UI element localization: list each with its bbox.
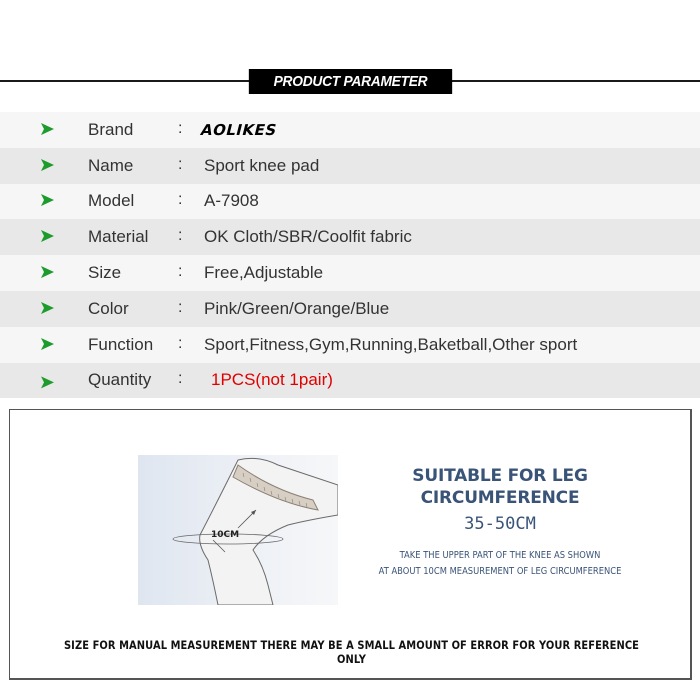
parameter-label: Name (88, 155, 134, 175)
parameter-label: Brand (88, 119, 134, 139)
brand-logo: AOLIKES (198, 120, 279, 139)
measurement-panel (9, 409, 692, 680)
green-arrow-icon (40, 159, 54, 171)
parameter-label: Quantity (88, 370, 152, 390)
quantity-value: 1PCS(not 1pair) (211, 370, 333, 390)
parameter-label: Model (88, 191, 135, 211)
knee-measurement-illustration (138, 455, 338, 605)
suitable-title-line2: CIRCUMFERENCE (420, 488, 580, 508)
section-title-banner (249, 69, 452, 94)
parameter-value: Free,Adjustable (204, 263, 324, 283)
parameter-value: Pink/Green/Orange/Blue (204, 298, 390, 318)
instruction-line2: AT ABOUT 10CM MEASUREMENT OF LEG CIRCUMFERENCE (378, 566, 622, 577)
parameter-colon: : (178, 370, 183, 388)
green-arrow-icon (40, 377, 54, 389)
section-title: PRODUCT PARAMETER (273, 73, 428, 90)
parameter-colon: : (178, 119, 183, 137)
parameter-value: Sport,Fitness,Gym,Running,Baketball,Other sport (204, 334, 578, 354)
parameter-colon: : (178, 263, 183, 281)
parameter-row-brand (0, 112, 700, 148)
green-arrow-icon (40, 195, 54, 207)
parameter-colon: : (178, 298, 183, 316)
parameter-colon: : (178, 191, 183, 209)
parameter-value: OK Cloth/SBR/Coolfit fabric (204, 227, 412, 247)
parameter-row-quantity (0, 363, 700, 399)
parameter-row-function (0, 327, 700, 363)
suitable-title (350, 465, 650, 509)
parameter-table (0, 112, 700, 398)
parameter-label: Function (88, 334, 154, 354)
parameter-label: Color (88, 298, 129, 318)
parameter-colon: : (178, 334, 183, 352)
illustration-label-10cm: 10CM (211, 530, 240, 540)
parameter-label: Material (88, 227, 149, 247)
suitable-title-line1: SUITABLE FOR LEG (412, 466, 588, 486)
green-arrow-icon (40, 338, 54, 350)
measurement-instruction (359, 548, 641, 580)
parameter-row-model (0, 184, 700, 220)
parameter-label: Size (88, 263, 122, 283)
parameter-value: A-7908 (204, 191, 259, 211)
green-arrow-icon (40, 302, 54, 314)
measurement-disclaimer: SIZE FOR MANUAL MEASUREMENT THERE MAY BE A SMALL AMOUNT OF ERROR FOR YOUR REFERENCE ONLY (63, 638, 640, 666)
parameter-colon: : (178, 227, 183, 245)
green-arrow-icon (40, 230, 54, 242)
parameter-colon: : (178, 155, 183, 173)
parameter-row-size (0, 255, 700, 291)
circumference-range: 35-50CM (464, 514, 536, 534)
parameter-row-color (0, 291, 700, 327)
parameter-value: Sport knee pad (204, 155, 320, 175)
green-arrow-icon (40, 123, 54, 135)
green-arrow-icon (40, 266, 54, 278)
parameter-row-material (0, 219, 700, 255)
instruction-line1: TAKE THE UPPER PART OF THE KNEE AS SHOWN (399, 550, 601, 561)
parameter-row-name (0, 148, 700, 184)
